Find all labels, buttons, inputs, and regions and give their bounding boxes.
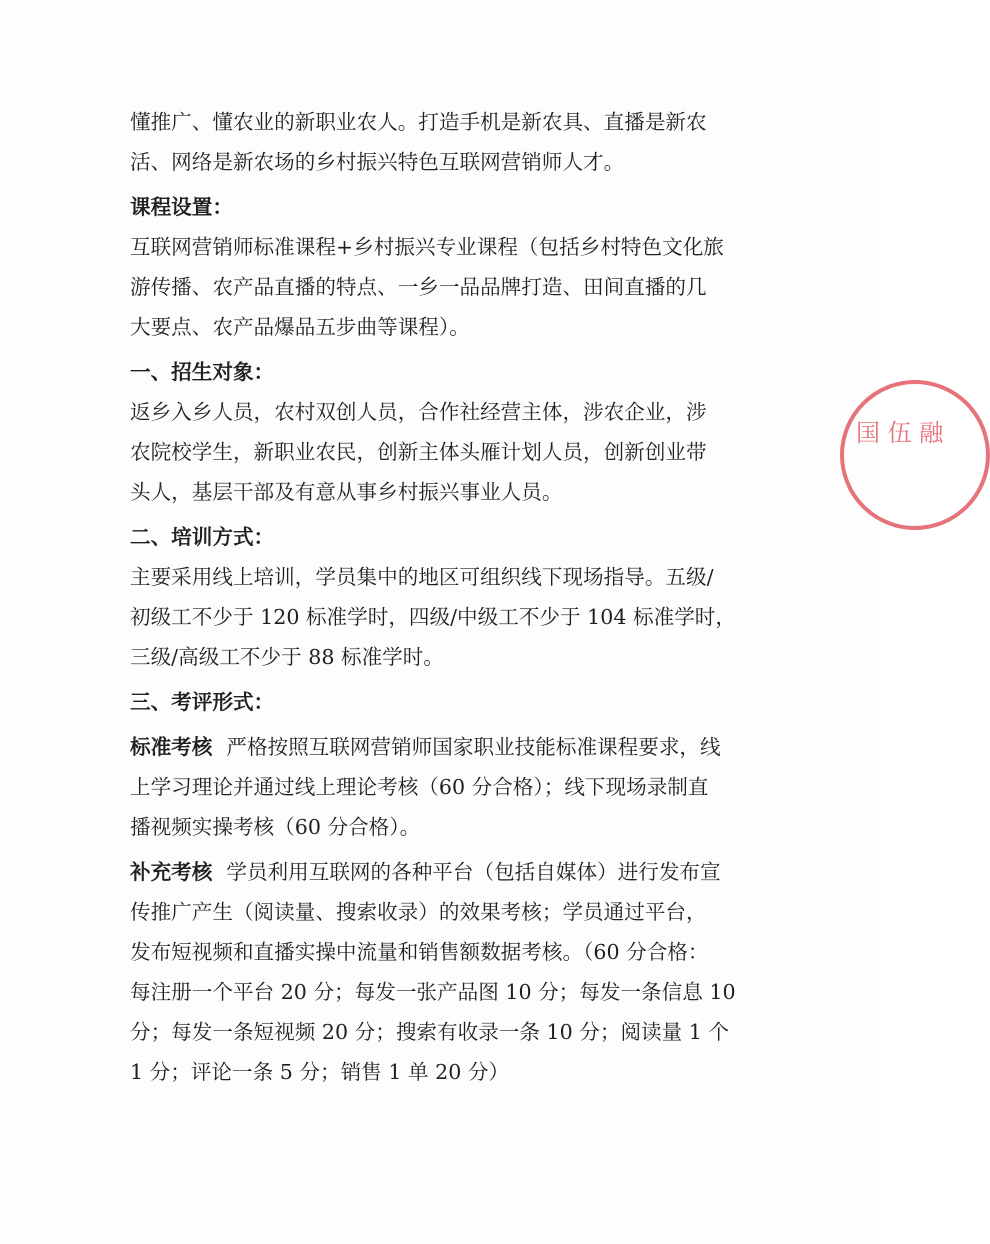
supplement-text-line-3: 发布短视频和直播实操中流量和销售额数据考核。（60 分合格：	[130, 940, 709, 964]
continuation-line-2: 活、网络是新农场的乡村振兴特色互联网营销师人才。	[130, 150, 625, 174]
supplement-text-line-1: 学员利用互联网的各种平台（包括自媒体）进行发布宣	[226, 860, 721, 884]
standard-assessment	[130, 727, 760, 847]
standard-line-1	[130, 727, 760, 767]
standard-text-line-1: 严格按照互联网营销师国家职业技能标准课程要求，线	[226, 735, 721, 759]
supplement-line-1	[130, 852, 760, 892]
course-text-line-1: 互联网营销师标准课程+乡村振兴专业课程（包括乡村特色文化旅	[130, 235, 724, 259]
supplement-assessment	[130, 852, 760, 1092]
course-heading: 课程设置：	[130, 195, 233, 219]
section2-text-line-1: 主要采用线上培训，学员集中的地区可组织线下现场指导。五级/	[130, 565, 714, 589]
section2-text-line-3: 三级/高级工不少于 88 标准学时。	[130, 645, 444, 669]
supplement-text-line-6: 1 分；评论一条 5 分；销售 1 单 20 分）	[130, 1060, 510, 1084]
section1-heading: 一、招生对象：	[130, 360, 275, 384]
seal-text: 国 伍 融	[856, 419, 944, 447]
supplement-text-line-4: 每注册一个平台 20 分；每发一张产品图 10 分；每发一条信息 10	[130, 980, 736, 1004]
supplement-text-line-5: 分；每发一条短视频 20 分；搜索有收录一条 10 分；阅读量 1 个	[130, 1020, 730, 1044]
continuation-line-1: 懂推广、懂农业的新职业农人。打造手机是新农具、直播是新农	[130, 110, 707, 134]
section2-text-line-2: 初级工不少于 120 标准学时，四级/中级工不少于 104 标准学时，	[130, 605, 736, 629]
standard-text-line-2: 上学习理论并通过线上理论考核（60 分合格）；线下现场录制直	[130, 775, 709, 799]
section1-text-line-3: 头人，基层干部及有意从事乡村振兴事业人员。	[130, 480, 563, 504]
course-text-line-2: 游传播、农产品直播的特点、一乡一品品牌打造、田间直播的几	[130, 275, 707, 299]
section3-heading: 三、考评形式：	[130, 690, 275, 714]
standard-label: 标准考核	[130, 735, 213, 759]
supplement-label: 补充考核	[130, 860, 213, 884]
document-content	[130, 102, 760, 1092]
section1-text-line-1: 返乡入乡人员，农村双创人员，合作社经营主体，涉农企业，涉	[130, 400, 707, 424]
section1-text-line-2: 农院校学生，新职业农民，创新主体头雁计划人员，创新创业带	[130, 440, 707, 464]
course-text-line-3: 大要点、农产品爆品五步曲等课程）。	[130, 315, 470, 339]
standard-text-line-3: 播视频实操考核（60 分合格）。	[130, 815, 421, 839]
supplement-text-line-2: 传推广产生（阅读量、搜索收录）的效果考核；学员通过平台，	[130, 900, 707, 924]
red-seal-stamp	[840, 380, 990, 530]
section2-heading: 二、培训方式：	[130, 525, 275, 549]
